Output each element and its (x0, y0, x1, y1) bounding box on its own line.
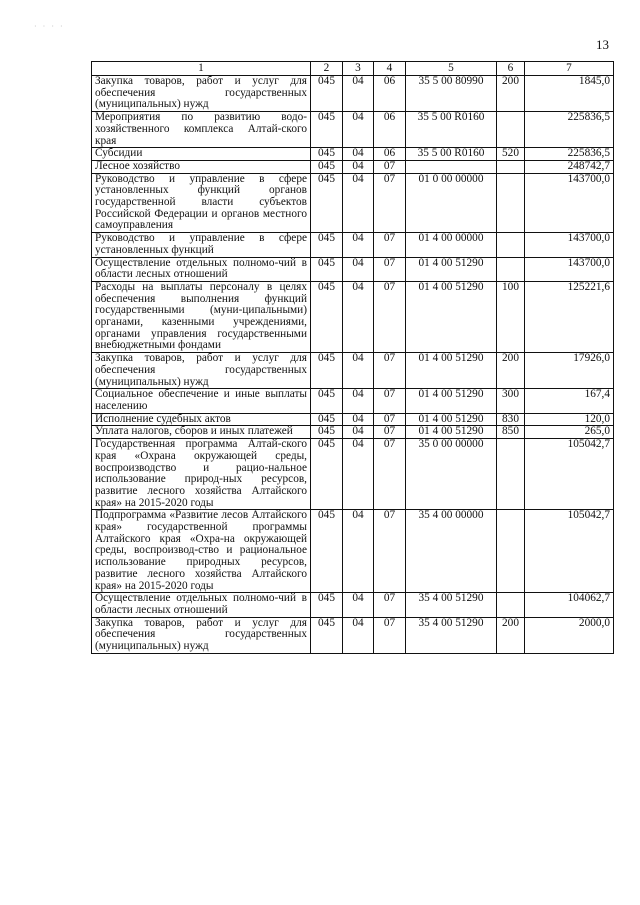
amount-cell: 1845,0 (525, 76, 614, 112)
item-name-cell: Закупка товаров, работ и услуг для обеспечения государственных (муниципальных) нужд (92, 76, 311, 112)
subsection-code-cell: 07 (374, 281, 406, 352)
amount-cell: 105042,7 (525, 510, 614, 593)
budget-table (91, 61, 614, 654)
ministry-code-cell: 045 (311, 439, 343, 510)
table-row (92, 439, 614, 510)
item-name-cell: Руководство и управление в сфере установленных функций органов государственной власти субъектов Российской Федерации и органов местного самоуправления (92, 173, 311, 233)
target-article-cell: 35 4 00 51290 (406, 593, 497, 617)
section-code-cell: 04 (343, 233, 374, 257)
section-code-cell: 04 (343, 439, 374, 510)
target-article-cell: 01 4 00 51290 (406, 413, 497, 426)
header-cell: 1 (92, 62, 311, 76)
section-code-cell: 04 (343, 148, 374, 161)
section-code-cell: 04 (343, 426, 374, 439)
subsection-code-cell: 07 (374, 160, 406, 173)
target-article-cell: 01 4 00 51290 (406, 353, 497, 389)
amount-cell: 143700,0 (525, 257, 614, 281)
expense-type-cell: 100 (497, 281, 525, 352)
amount-cell: 167,4 (525, 389, 614, 413)
subsection-code-cell: 06 (374, 76, 406, 112)
expense-type-cell: 850 (497, 426, 525, 439)
amount-cell: 143700,0 (525, 233, 614, 257)
expense-type-cell (497, 173, 525, 233)
ministry-code-cell: 045 (311, 426, 343, 439)
table-row (92, 389, 614, 413)
subsection-code-cell: 07 (374, 413, 406, 426)
table-row (92, 148, 614, 161)
table-row (92, 617, 614, 653)
table-row (92, 593, 614, 617)
item-name-cell: Мероприятия по развитию водо-хозяйственного комплекса Алтай-ского края (92, 112, 311, 148)
expense-type-cell: 200 (497, 353, 525, 389)
scan-artifact: · · · · (34, 22, 65, 31)
ministry-code-cell: 045 (311, 593, 343, 617)
page-number: 13 (596, 37, 609, 52)
table-row (92, 281, 614, 352)
table-body (92, 76, 614, 654)
table-row (92, 160, 614, 173)
section-code-cell: 04 (343, 389, 374, 413)
amount-cell: 17926,0 (525, 353, 614, 389)
subsection-code-cell: 07 (374, 353, 406, 389)
target-article-cell: 35 5 00 80990 (406, 76, 497, 112)
item-name-cell: Расходы на выплаты персоналу в целях обеспечения выполнения функций государственными (муни-ципальными) органами, казенными учреждениями, органами управления государственными внебюджетными фондами (92, 281, 311, 352)
section-code-cell: 04 (343, 257, 374, 281)
item-name-cell: Государственная программа Алтай-ского края «Охрана окружающей среды, воспроизводство и рацио-нальное использование природ-ных ресурсов, развитие лесного хозяйства Алтайского края» на 2015-2020 годы (92, 439, 311, 510)
section-code-cell: 04 (343, 510, 374, 593)
expense-type-cell: 300 (497, 389, 525, 413)
header-cell: 2 (311, 62, 343, 76)
ministry-code-cell: 045 (311, 281, 343, 352)
amount-cell: 104062,7 (525, 593, 614, 617)
subsection-code-cell: 07 (374, 173, 406, 233)
subsection-code-cell: 07 (374, 426, 406, 439)
table-row (92, 426, 614, 439)
target-article-cell: 01 4 00 51290 (406, 257, 497, 281)
expense-type-cell: 520 (497, 148, 525, 161)
ministry-code-cell: 045 (311, 76, 343, 112)
target-article-cell: 01 4 00 00000 (406, 233, 497, 257)
item-name-cell: Подпрограмма «Развитие лесов Алтайского края» государственной программы Алтайского края «Охра-на окружающей среды, воспроизвод-ство и рациональное использование природных ресурсов, развитие лесного хозяйства Алтайского края» на 2015-2020 годы (92, 510, 311, 593)
amount-cell: 125221,6 (525, 281, 614, 352)
expense-type-cell: 830 (497, 413, 525, 426)
target-article-cell: 35 0 00 00000 (406, 439, 497, 510)
subsection-code-cell: 06 (374, 148, 406, 161)
ministry-code-cell: 045 (311, 233, 343, 257)
item-name-cell: Осуществление отдельных полномо-чий в области лесных отношений (92, 593, 311, 617)
item-name-cell: Уплата налогов, сборов и иных платежей (92, 426, 311, 439)
item-name-cell: Исполнение судебных актов (92, 413, 311, 426)
header-row (92, 62, 614, 76)
amount-cell: 2000,0 (525, 617, 614, 653)
header-cell: 3 (343, 62, 374, 76)
header-cell: 5 (406, 62, 497, 76)
target-article-cell: 01 4 00 51290 (406, 389, 497, 413)
target-article-cell: 01 4 00 51290 (406, 426, 497, 439)
target-article-cell: 35 5 00 R0160 (406, 112, 497, 148)
table-row (92, 233, 614, 257)
subsection-code-cell: 07 (374, 257, 406, 281)
subsection-code-cell: 07 (374, 233, 406, 257)
table-row (92, 257, 614, 281)
amount-cell: 265,0 (525, 426, 614, 439)
ministry-code-cell: 045 (311, 112, 343, 148)
item-name-cell: Социальное обеспечение и иные выплаты населению (92, 389, 311, 413)
target-article-cell: 01 0 00 00000 (406, 173, 497, 233)
amount-cell: 248742,7 (525, 160, 614, 173)
header-cell: 4 (374, 62, 406, 76)
target-article-cell: 35 5 00 R0160 (406, 148, 497, 161)
ministry-code-cell: 045 (311, 617, 343, 653)
subsection-code-cell: 07 (374, 389, 406, 413)
ministry-code-cell: 045 (311, 160, 343, 173)
expense-type-cell (497, 439, 525, 510)
section-code-cell: 04 (343, 413, 374, 426)
target-article-cell (406, 160, 497, 173)
ministry-code-cell: 045 (311, 510, 343, 593)
section-code-cell: 04 (343, 173, 374, 233)
table-row (92, 353, 614, 389)
section-code-cell: 04 (343, 281, 374, 352)
ministry-code-cell: 045 (311, 148, 343, 161)
expense-type-cell (497, 160, 525, 173)
table-row (92, 112, 614, 148)
expense-type-cell: 200 (497, 617, 525, 653)
ministry-code-cell: 045 (311, 389, 343, 413)
target-article-cell: 35 4 00 00000 (406, 510, 497, 593)
amount-cell: 143700,0 (525, 173, 614, 233)
expense-type-cell (497, 112, 525, 148)
target-article-cell: 01 4 00 51290 (406, 281, 497, 352)
expense-type-cell (497, 510, 525, 593)
expense-type-cell (497, 593, 525, 617)
section-code-cell: 04 (343, 160, 374, 173)
amount-cell: 225836,5 (525, 112, 614, 148)
expense-type-cell (497, 257, 525, 281)
table-row (92, 413, 614, 426)
expense-type-cell (497, 233, 525, 257)
item-name-cell: Лесное хозяйство (92, 160, 311, 173)
ministry-code-cell: 045 (311, 257, 343, 281)
amount-cell: 120,0 (525, 413, 614, 426)
ministry-code-cell: 045 (311, 413, 343, 426)
table-row (92, 510, 614, 593)
amount-cell: 105042,7 (525, 439, 614, 510)
table-row (92, 173, 614, 233)
subsection-code-cell: 07 (374, 510, 406, 593)
target-article-cell: 35 4 00 51290 (406, 617, 497, 653)
section-code-cell: 04 (343, 617, 374, 653)
section-code-cell: 04 (343, 112, 374, 148)
item-name-cell: Субсидии (92, 148, 311, 161)
subsection-code-cell: 06 (374, 112, 406, 148)
subsection-code-cell: 07 (374, 439, 406, 510)
ministry-code-cell: 045 (311, 353, 343, 389)
item-name-cell: Осуществление отдельных полномо-чий в области лесных отношений (92, 257, 311, 281)
amount-cell: 225836,5 (525, 148, 614, 161)
item-name-cell: Закупка товаров, работ и услуг для обеспечения государственных (муниципальных) нужд (92, 617, 311, 653)
section-code-cell: 04 (343, 76, 374, 112)
section-code-cell: 04 (343, 593, 374, 617)
section-code-cell: 04 (343, 353, 374, 389)
header-cell: 6 (497, 62, 525, 76)
subsection-code-cell: 07 (374, 593, 406, 617)
item-name-cell: Руководство и управление в сфере установленных функций (92, 233, 311, 257)
table-row (92, 76, 614, 112)
expense-type-cell: 200 (497, 76, 525, 112)
ministry-code-cell: 045 (311, 173, 343, 233)
subsection-code-cell: 07 (374, 617, 406, 653)
header-cell: 7 (525, 62, 614, 76)
item-name-cell: Закупка товаров, работ и услуг для обеспечения государственных (муниципальных) нужд (92, 353, 311, 389)
